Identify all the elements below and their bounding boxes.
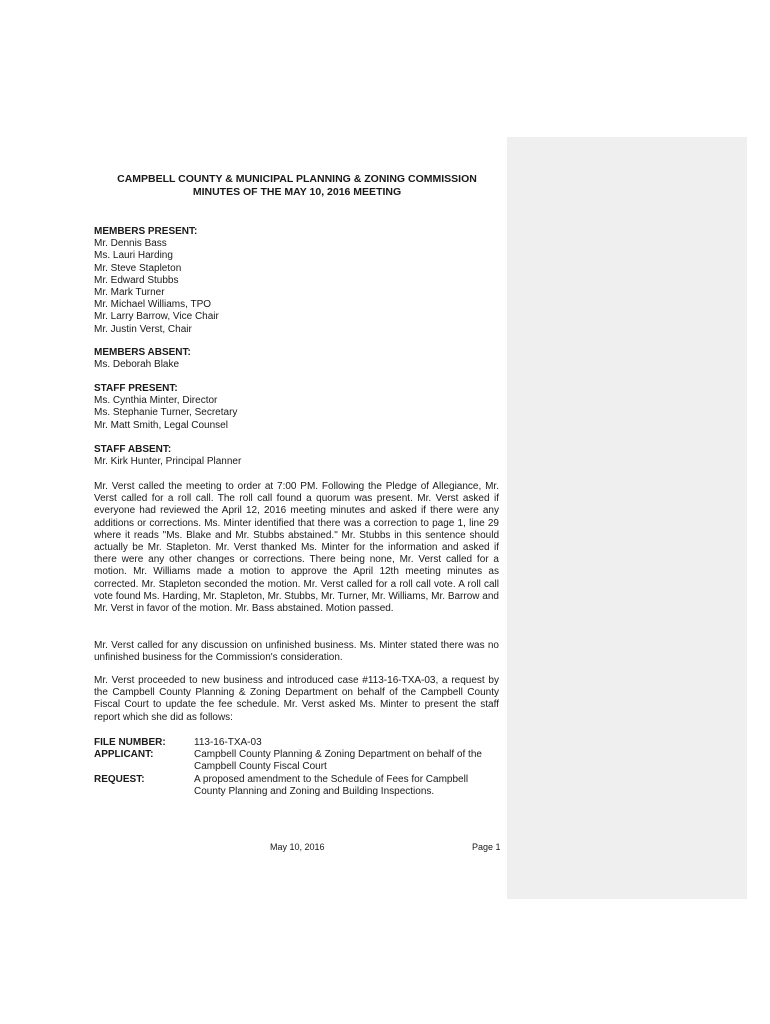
members-absent-section bbox=[94, 347, 504, 371]
member-name: Mr. Steve Stapleton bbox=[94, 262, 182, 274]
staff-name: Ms. Cynthia Minter, Director bbox=[94, 395, 218, 407]
members-absent-heading: MEMBERS ABSENT: bbox=[94, 347, 191, 358]
staff-absent-section bbox=[94, 444, 504, 468]
member-name: Mr. Mark Turner bbox=[94, 287, 165, 299]
staff-name: Mr. Kirk Hunter, Principal Planner bbox=[94, 456, 242, 468]
document-subtitle: MINUTES OF THE MAY 10, 2016 MEETING bbox=[192, 186, 402, 198]
applicant-value: Campbell County Planning & Zoning Department on behalf of the Campbell County Fiscal Court bbox=[194, 749, 482, 773]
members-present-section bbox=[94, 226, 504, 336]
staff-present-section bbox=[94, 383, 504, 432]
file-number-row bbox=[94, 737, 504, 749]
case-file-info bbox=[94, 737, 504, 798]
staff-name: Mr. Matt Smith, Legal Counsel bbox=[94, 419, 228, 431]
member-name: Mr. Edward Stubbs bbox=[94, 274, 179, 286]
comment-pane bbox=[507, 137, 747, 899]
minutes-paragraph: Mr. Verst called the meeting to order at 7:00 PM. Following the Pledge of Allegiance, Mr. Verst called for a roll call. The roll call found a quorum was present. Mr. Verst asked if everyone had reviewed the April 12, 2016 meeting minutes and asked if there were any additions or corrections. Ms. Minter identified that there was a correction to page 1, line 29 where it reads "Ms. Blake and Mr. Stubbs abstained." Mr. Stubbs in this sentence should actually be Mr. Stapleton. Mr. Verst thanked Ms. Minter for the information and asked if there were any other changes or corrections. There being none, Mr. Verst called for a motion. Mr. Williams made a motion to approve the April 12th meeting minutes as corrected. Mr. Stapleton seconded the motion. Mr. Verst called for a roll call vote. A roll call vote found Ms. Harding, Mr. Stapleton, Mr. Stubbs, Mr. Turner, Mr. Williams, Mr. Barrow and Mr. Verst in favor of the motion. Mr. Bass abstained. Motion passed. bbox=[94, 481, 499, 615]
member-name: Ms. Deborah Blake bbox=[94, 359, 180, 371]
member-name: Mr. Justin Verst, Chair bbox=[94, 323, 192, 335]
member-name: Ms. Lauri Harding bbox=[94, 250, 173, 262]
applicant-row bbox=[94, 749, 504, 773]
members-present-heading: MEMBERS PRESENT: bbox=[94, 226, 198, 237]
staff-name: Ms. Stephanie Turner, Secretary bbox=[94, 407, 238, 419]
request-row bbox=[94, 774, 504, 798]
footer-date: May 10, 2016 bbox=[270, 842, 325, 852]
file-number-label: FILE NUMBER: bbox=[94, 737, 166, 748]
request-label: REQUEST: bbox=[94, 773, 145, 785]
applicant-label: APPLICANT: bbox=[94, 749, 154, 761]
document-title: CAMPBELL COUNTY & MUNICIPAL PLANNING & ZONING COMMISSION bbox=[117, 173, 477, 185]
staff-present-heading: STAFF PRESENT: bbox=[94, 383, 178, 394]
member-name: Mr. Larry Barrow, Vice Chair bbox=[94, 311, 219, 323]
minutes-paragraph: Mr. Verst called for any discussion on unfinished business. Ms. Minter stated there was no unfinished business for the Commission's consideration. bbox=[94, 640, 499, 664]
request-value: A proposed amendment to the Schedule of Fees for Campbell County Planning and Zoning and Building Inspections. bbox=[194, 773, 469, 797]
staff-absent-heading: STAFF ABSENT: bbox=[94, 444, 172, 455]
file-number-value: 113-16-TXA-03 bbox=[194, 737, 262, 748]
minutes-paragraph: Mr. Verst proceeded to new business and introduced case #113-16-TXA-03, a request by the Campbell County Planning & Zoning Department on behalf of the Campbell County Fiscal Court to update the fee schedule. Mr. Verst asked Ms. Minter to present the staff report which she did as follows: bbox=[94, 675, 499, 723]
member-name: Mr. Michael Williams, TPO bbox=[94, 299, 212, 311]
member-name: Mr. Dennis Bass bbox=[94, 238, 167, 250]
footer-page-number: Page 1 bbox=[472, 842, 501, 852]
